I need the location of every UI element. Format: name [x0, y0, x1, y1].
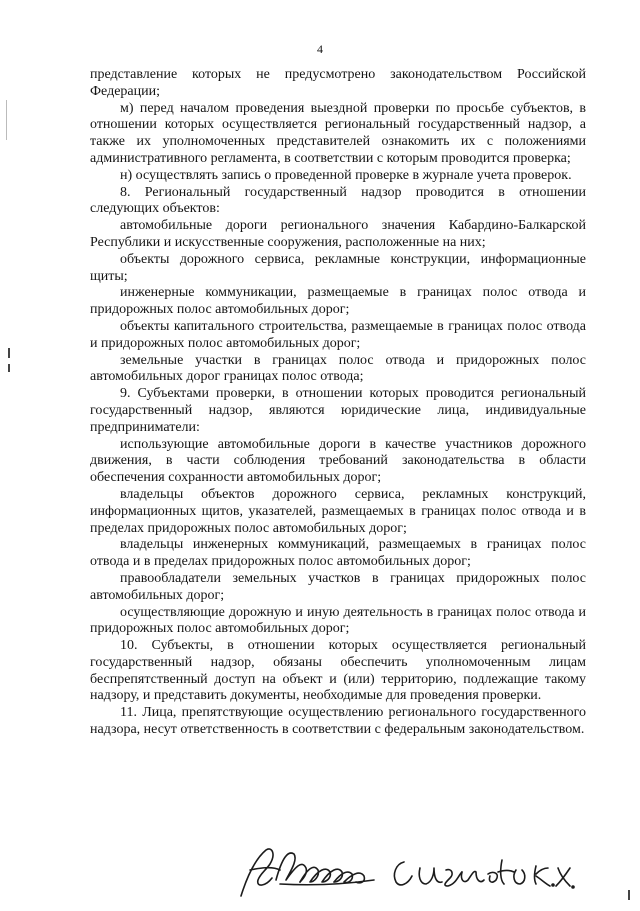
paragraph-section-10: 10. Субъекты, в отношении которых осуществляется региональный государственный надзор, обязаны обеспечить уполномоченным лицам беспрепятственный доступ на объект и (или) территорию, подлежащие такому надзору, и представить документы, необходимые для проведения проверки. — [90, 638, 586, 704]
edge-mark — [628, 890, 630, 900]
paragraph-section-9: 9. Субъектами проверки, в отношении которых проводится региональный государственный надзор, являются юридические лица, индивидуальные предприниматели: — [90, 386, 586, 435]
paragraph-subject-road-activity: осуществляющие дорожную и иную деятельность в границах полос отвода и придорожных полос автомобильных дорог; — [90, 604, 586, 637]
binding-mark — [6, 100, 7, 140]
paragraph-section-8: 8. Региональный государственный надзор проводится в отношении следующих объектов: — [90, 184, 586, 217]
paragraph-continuation: представление которых не предусмотрено законодательством Российской Федерации; — [90, 67, 586, 99]
paragraph-section-11: 11. Лица, препятствующие осуществлению регионального государственного надзора, несут ответственность в соответствии с федеральным законодательством. — [90, 705, 586, 738]
document-body — [90, 67, 586, 739]
paragraph-object-communications: инженерные коммуникации, размещаемые в границах полос отвода и придорожных полос автомобильных дорог; — [90, 285, 586, 318]
paragraph-item-m: м) перед началом проведения выездной проверки по просьбе субъектов, в отношении которых осуществляется региональный государственный надзор, а также их уполномоченных представителей ознакомить их с положениями административного регламента, в соответствии с которым проводится проверка; — [90, 100, 586, 166]
paragraph-object-construction: объекты капитального строительства, размещаемые в границах полос отвода и придорожных полос автомобильных дорог; — [90, 318, 586, 351]
paragraph-object-land: земельные участки в границах полос отвода и придорожных полос автомобильных дорог границах полос отвода; — [90, 352, 586, 385]
paragraph-subject-service-owners: владельцы объектов дорожного сервиса, рекламных конструкций, информационных щитов, указателей, размещаемых в границах полос отвода и в пределах придорожных полос автомобильных дорог; — [90, 486, 586, 536]
paragraph-subject-road-users: использующие автомобильные дороги в качестве участников дорожного движения, в части соблюдения требований законодательства в области обеспечения сохранности автомобильных дорог; — [90, 436, 586, 486]
handwritten-signature — [236, 840, 576, 906]
paragraph-object-roads: автомобильные дороги регионального значения Кабардино-Балкарской Республики и искусственные сооружения, расположенные на них; — [90, 218, 586, 250]
paragraph-subject-communication-owners: владельцы инженерных коммуникаций, размещаемых в границах полос отвода и в пределах придорожных полос автомобильных дорог; — [90, 537, 586, 570]
paragraph-item-n: н) осуществлять запись о проведенной проверке в журнале учета проверок. — [120, 167, 572, 183]
paragraph-object-service: объекты дорожного сервиса, рекламные конструкции, информационные щиты; — [90, 251, 586, 284]
page-number: 4 — [317, 42, 323, 56]
paragraph-subject-land-holders: правообладатели земельных участков в границах придорожных полос автомобильных дорог; — [90, 570, 586, 603]
binding-mark — [8, 348, 10, 358]
binding-mark — [8, 364, 10, 372]
